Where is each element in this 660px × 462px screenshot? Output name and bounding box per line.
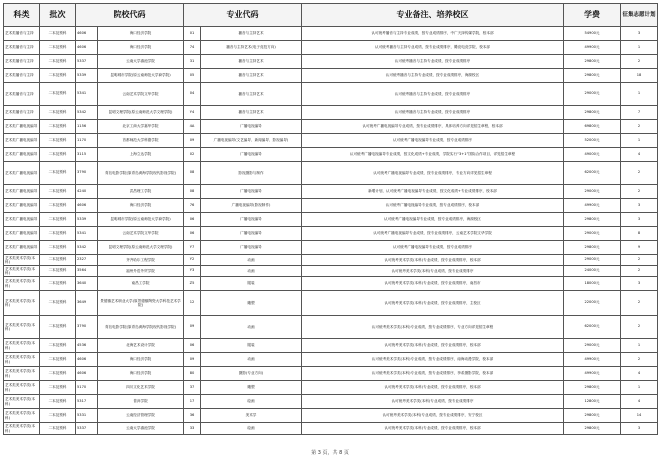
table-row [4,381,658,395]
table-row [4,41,658,55]
table-row [4,199,658,213]
school-code-cell: 4606 [76,27,98,41]
plan-count-cell: 8 [621,227,658,241]
major-name-cell: 播音与主持艺术 [201,106,302,120]
major-code-cell: Y4 [184,106,201,120]
major-name-cell: 影视摄影与制作 [201,162,302,185]
category-cell: 艺术类美术学类(本科) [4,339,40,353]
tuition-cell: 49900元 [564,367,621,381]
category-cell: 艺术类美术学类(本科) [4,316,40,339]
major-name-cell: 播音与主持艺术 [201,55,302,69]
major-name-cell: 动画 [201,266,302,277]
school-name-cell: 云南艺术学院文华学院 [98,227,184,241]
major-code-cell: Y7 [184,241,201,255]
school-code-cell: 4606 [76,41,98,55]
school-code-cell: 4606 [76,367,98,381]
tuition-cell: 29800元 [564,106,621,120]
plan-count-cell: 14 [621,409,658,423]
plan-count-cell: 2 [621,316,658,339]
major-notes-cell: 认可统考播音与主持专业成绩，按专业成绩排序，中广天择传媒学院，校本部 [302,27,564,41]
major-notes-cell: 认可统考美术学类(本科)专业成绩，按专业成绩排序，校本部 [302,381,564,395]
school-name-cell: 云南经济管理学院 [98,409,184,423]
school-name-cell: 海口经济学院 [98,199,184,213]
batch-cell: 二本及预科 [40,227,76,241]
plan-count-cell: 7 [621,106,658,120]
table-row [4,423,658,435]
school-name-cell: 福州外语外贸学院 [98,266,184,277]
tuition-cell: 62000元 [564,162,621,185]
batch-cell: 二本及预科 [40,381,76,395]
school-name-cell: 青岛电影学院(原青岛黄海学院现代影视学院) [98,162,184,185]
school-code-cell: 3649 [76,291,98,316]
batch-cell: 二本及预科 [40,41,76,55]
major-notes-cell: 认可统考广播电视编导专业成绩，按文化成绩+专业成绩，学院实行“3+1”国际合作项目，详见招生章程 [302,148,564,162]
tuition-cell: 29800元 [564,55,621,69]
school-code-cell: 5341 [76,227,98,241]
major-notes-cell: 认可统考美术学类(本科)专业成绩，按专业成绩排序 [302,266,564,277]
tuition-cell: 29000元 [564,339,621,353]
table-row [4,409,658,423]
batch-cell: 二本及预科 [40,134,76,148]
school-name-cell: 云南大学滇池学院 [98,55,184,69]
plan-count-cell: 2 [621,55,658,69]
major-code-cell: 06 [184,227,201,241]
major-name-cell: 美术学 [201,409,302,423]
major-code-cell: 05 [184,69,201,83]
table-row [4,83,658,106]
major-notes-cell: 认可统考广播电视编导专业成绩，按专业成绩排序，海源校区 [302,213,564,227]
school-code-cell: 3115 [76,148,98,162]
tuition-cell: 22000元 [564,291,621,316]
school-code-cell: 4240 [76,185,98,199]
category-cell: 艺术类播音与主持 [4,55,40,69]
category-cell: 艺术类播音与主持 [4,69,40,83]
header-major-notes: 专业备注、培养校区 [302,4,564,27]
plan-count-cell: 2 [621,291,658,316]
table-row [4,106,658,120]
table-row [4,277,658,291]
school-name-cell: 北京工商大学嘉华学院 [98,120,184,134]
school-code-cell: 5331 [76,409,98,423]
tuition-cell: 18000元 [564,277,621,291]
school-code-cell: 5337 [76,55,98,69]
category-cell: 艺术类广播电视编导 [4,148,40,162]
major-code-cell: 12 [184,291,201,316]
major-notes-cell: 认可统考播音与主持专业成绩，按专业成绩排序，海源校区 [302,69,564,83]
major-code-cell: 80 [184,367,201,381]
school-name-cell: 北海艺术设计学院 [98,339,184,353]
major-notes-cell: 认可统考广播电视编导专业成绩，按专业成绩排序，专业方向详见招生章程 [302,162,564,185]
category-cell: 艺术类美术学类(本科) [4,409,40,423]
major-notes-cell: 认可统考广播电视编导专业成绩，按专业成绩排序，校本部 [302,199,564,213]
major-name-cell: 广播电视编导 [201,213,302,227]
school-name-cell: 昆明文理学院(原云南师范大学文理学院) [98,241,184,255]
school-name-cell: 四川文化艺术学院 [98,381,184,395]
batch-cell: 二本及预科 [40,27,76,41]
school-name-cell: 海口经济学院 [98,27,184,41]
major-notes-cell: 认可统考美术学类(本科)专业成绩，按专业成绩排序，校本部 [302,423,564,435]
school-name-cell: 海口经济学院 [98,367,184,381]
tuition-cell: 29800元 [564,381,621,395]
category-cell: 艺术类广播电视编导 [4,227,40,241]
major-code-cell: Y3 [184,266,201,277]
major-notes-cell: 认可统考广播电视编导专业成绩，按专业成绩排序 [302,241,564,255]
tuition-cell: 29000元 [564,83,621,106]
major-notes-cell: 认可统考美术学类(本科)专业成绩，按专业成绩排序，主校区 [302,291,564,316]
table-row [4,162,658,185]
batch-cell: 二本及预科 [40,367,76,381]
major-name-cell: 动画 [201,353,302,367]
category-cell: 艺术类美术学类(本科) [4,381,40,395]
category-cell: 艺术类广播电视编导 [4,134,40,148]
table-row [4,213,658,227]
major-name-cell: 雕塑 [201,291,302,316]
major-name-cell: 广播电视编导 [201,227,302,241]
table-row [4,27,658,41]
batch-cell: 二本及预科 [40,339,76,353]
major-name-cell: 播音与主持艺术 [201,27,302,41]
school-code-cell: 4536 [76,339,98,353]
batch-cell: 二本及预科 [40,423,76,435]
plan-count-cell: 18 [621,69,658,83]
table-row [4,316,658,339]
plan-count-cell: 1 [621,83,658,106]
major-name-cell: 广播电视编导 [201,120,302,134]
category-cell: 艺术类广播电视编导 [4,120,40,134]
major-code-cell: 09 [184,134,201,148]
category-cell: 艺术类美术学类(本科) [4,423,40,435]
plan-count-cell: 9 [621,241,658,255]
table-row [4,353,658,367]
major-name-cell: 绘画 [201,395,302,409]
table-row [4,395,658,409]
tuition-cell: 29800元 [564,213,621,227]
batch-cell: 二本及预科 [40,162,76,185]
school-code-cell: 5337 [76,423,98,435]
school-name-cell: 昆明城市学院(原云南师范大学商学院) [98,213,184,227]
table-row [4,185,658,199]
category-cell: 艺术类广播电视编导 [4,241,40,255]
school-name-cell: 首都师范大学科德学院 [98,134,184,148]
batch-cell: 二本及预科 [40,277,76,291]
school-code-cell: 3790 [76,162,98,185]
tuition-cell: 49900元 [564,41,621,55]
batch-cell: 二本及预科 [40,83,76,106]
plan-count-cell: 3 [621,277,658,291]
tuition-cell: 29000元 [564,185,621,199]
category-cell: 艺术类广播电视编导 [4,185,40,199]
major-name-cell: 广播电视编导 [201,241,302,255]
school-code-cell: 3790 [76,316,98,339]
major-notes-cell: 认可统考播音与主持专业成绩，按专业成绩排序 [302,83,564,106]
batch-cell: 二本及预科 [40,120,76,134]
school-name-cell: 普洱学院 [98,395,184,409]
batch-cell: 二本及预科 [40,148,76,162]
major-notes-cell: 认可统考广播电视编导专业成绩，按专业成绩排序，云南艺术学院文华学院 [302,227,564,241]
major-notes-cell: 认可统考美术学类(本科)专业成绩，按专业成绩排序，南昌市 [302,277,564,291]
school-name-cell: 云南大学滇池学院 [98,423,184,435]
major-notes-cell: 认可统考播音与主持专业成绩，按专业成绩排序 [302,106,564,120]
major-notes-cell: 认可统考播音与主持专业成绩，按专业成绩排序 [302,55,564,69]
major-name-cell: 广播电视编导 [201,148,302,162]
school-name-cell: 昆明城市学院(原云南师范大学商学院) [98,69,184,83]
major-notes-cell: 认可统考美术学类(本科)专业成绩，按专业成绩排序，校本部 [302,339,564,353]
table-row [4,134,658,148]
major-code-cell: 17 [184,395,201,409]
header-tuition: 学费 [564,4,621,27]
table-row [4,227,658,241]
school-code-cell: 3640 [76,277,98,291]
category-cell: 艺术类美术学类(本科) [4,395,40,409]
school-name-cell: 景德镇艺术职业大学(原景德镇陶瓷大学科技艺术学院) [98,291,184,316]
major-code-cell: 08 [184,162,201,185]
major-code-cell: 31 [184,55,201,69]
page-footer: 第 3 页，共 8 页 [311,450,349,456]
batch-cell: 二本及预科 [40,291,76,316]
school-name-cell: 青岛电影学院(原青岛黄海学院现代影视学院) [98,316,184,339]
plan-count-cell: 2 [621,185,658,199]
plan-count-cell: 1 [621,339,658,353]
school-code-cell: 5339 [76,69,98,83]
major-notes-cell: 认可统考美术学类(本科)专业成绩，按专业成绩排序，专业方向详见招生章程 [302,316,564,339]
tuition-cell: 29800元 [564,423,621,435]
school-code-cell: 1156 [76,120,98,134]
major-name-cell: 播音与主持艺术 [201,83,302,106]
major-name-cell: 雕塑 [201,381,302,395]
school-code-cell: 5317 [76,395,98,409]
plan-count-cell: 1 [621,381,658,395]
category-cell: 艺术类播音与主持 [4,106,40,120]
major-code-cell: 09 [184,316,201,339]
plan-count-cell: 1 [621,134,658,148]
school-code-cell: 5170 [76,381,98,395]
category-cell: 艺术类美术学类(本科) [4,367,40,381]
tuition-cell: 29000元 [564,255,621,266]
major-code-cell: 01 [184,27,201,41]
batch-cell: 二本及预科 [40,353,76,367]
school-name-cell: 南昌工学院 [98,277,184,291]
header-category: 科类 [4,4,40,27]
school-name-cell: 昆明文理学院(原云南师范大学文理学院) [98,106,184,120]
major-name-cell: 绘画 [201,423,302,435]
category-cell: 艺术类美术学类(本科) [4,291,40,316]
batch-cell: 二本及预科 [40,185,76,199]
major-name-cell: 摄影(专业方向) [201,367,302,381]
major-name-cell: 播音与主持艺术(电子竞技方向) [201,41,302,55]
major-notes-cell: 认可统考美术学类(本科)专业成绩，按专业成绩排序，校本部 [302,255,564,266]
tuition-cell: 54900元 [564,27,621,41]
batch-cell: 二本及预科 [40,69,76,83]
category-cell: 艺术类美术学类(本科) [4,277,40,291]
tuition-cell: 49900元 [564,353,621,367]
major-name-cell: 服装 [201,339,302,353]
tuition-cell: 12800元 [564,395,621,409]
table-row [4,69,658,83]
tuition-cell: 49900元 [564,199,621,213]
school-code-cell: 1170 [76,134,98,148]
school-name-cell: 云南艺术学院文华学院 [98,83,184,106]
major-code-cell: 4A [184,120,201,134]
major-notes-cell: 认可统考美术学类(本科)专业成绩，按专业成绩排序，李希摄影学院，校本部 [302,367,564,381]
major-name-cell: 广播电视编导(文艺编导、新闻编导、影视编导) [201,134,302,148]
table-row [4,367,658,381]
major-code-cell: 33 [184,423,201,435]
major-code-cell: 08 [184,185,201,199]
major-code-cell: 36 [184,409,201,423]
plan-count-cell: 3 [621,423,658,435]
school-name-cell: 海口经济学院 [98,41,184,55]
plan-count-cell: 3 [621,27,658,41]
major-notes-cell: 认可统考美术学类(本科)专业成绩，按专业成绩排序，安宁校区 [302,409,564,423]
major-code-cell: 37 [184,381,201,395]
plan-count-cell: 4 [621,148,658,162]
plan-count-cell: 2 [621,162,658,185]
batch-cell: 二本及预科 [40,213,76,227]
batch-cell: 二本及预科 [40,266,76,277]
school-name-cell: 海口经济学院 [98,353,184,367]
category-cell: 艺术类美术学类(本科) [4,266,40,277]
batch-cell: 二本及预科 [40,255,76,266]
school-code-cell: 5342 [76,241,98,255]
batch-cell: 二本及预科 [40,316,76,339]
batch-cell: 二本及预科 [40,241,76,255]
plan-count-cell: 2 [621,120,658,134]
tuition-cell: 29800元 [564,69,621,83]
tuition-cell: 52000元 [564,134,621,148]
category-cell: 艺术类广播电视编导 [4,162,40,185]
plan-count-cell: 2 [621,255,658,266]
major-code-cell: 06 [184,339,201,353]
header-major-code: 专业代码 [184,4,302,27]
major-code-cell: 06 [184,213,201,227]
category-cell: 艺术类播音与主持 [4,27,40,41]
plan-count-cell: 4 [621,367,658,381]
school-code-cell: 5339 [76,213,98,227]
major-notes-cell: 认可统考播音与主持专业成绩，按专业成绩排序，腾竞电竞学院，校本部 [302,41,564,55]
tuition-cell: 29800元 [564,409,621,423]
major-name-cell: 播音与主持艺术 [201,69,302,83]
category-cell: 艺术类广播电视编导 [4,213,40,227]
batch-cell: 二本及预科 [40,55,76,69]
major-notes-cell: 认可统考美术学类(本科)专业成绩，按专业成绩排序 [302,395,564,409]
major-name-cell: 服装 [201,277,302,291]
tuition-cell: 69800元 [564,120,621,134]
batch-cell: 二本及预科 [40,199,76,213]
header-plan: 征集志愿计划 [621,4,658,27]
plan-count-cell: 3 [621,213,658,227]
table-row [4,55,658,69]
tuition-cell: 49000元 [564,148,621,162]
category-cell: 艺术类美术学类(本科) [4,353,40,367]
plan-count-cell: 3 [621,199,658,213]
table-row [4,241,658,255]
table-row [4,266,658,277]
major-name-cell: 广播电视编导 [201,185,302,199]
batch-cell: 二本及预科 [40,106,76,120]
plan-count-cell: 2 [621,266,658,277]
school-code-cell: 5342 [76,106,98,120]
category-cell: 艺术类广播电视编导 [4,199,40,213]
major-notes-cell: 认可统考广播电视编导专业成绩，按专业成绩排序 [302,134,564,148]
major-code-cell: 76 [184,199,201,213]
plan-count-cell: 1 [621,41,658,55]
table-header-row [4,4,658,27]
school-code-cell: 5341 [76,83,98,106]
school-code-cell: 3564 [76,266,98,277]
plan-table [3,3,658,435]
school-code-cell: 2327 [76,255,98,266]
table-body [4,27,658,435]
major-notes-cell: 新增计划，认可统考广播电视编导专业成绩，按文化成绩+专业成绩排序，校本部 [302,185,564,199]
major-name-cell: 动画 [201,316,302,339]
major-code-cell: 09 [184,353,201,367]
category-cell: 艺术类播音与主持 [4,83,40,106]
major-code-cell: 02 [184,148,201,162]
table-row [4,255,658,266]
major-code-cell: 74 [184,41,201,55]
header-school-code: 院校代码 [76,4,184,27]
batch-cell: 二本及预科 [40,409,76,423]
plan-count-cell: 4 [621,395,658,409]
tuition-cell: 62000元 [564,316,621,339]
school-name-cell: 齐齐哈尔工程学院 [98,255,184,266]
major-notes-cell: 认可统考广播电视编导专业成绩，按专业成绩排序，具体培养方向详见招生章程，校本部 [302,120,564,134]
table-row [4,339,658,353]
major-name-cell: 广播电视编导(影视制作) [201,199,302,213]
school-name-cell: 武昌理工学院 [98,185,184,199]
header-batch: 批次 [40,4,76,27]
table-row [4,120,658,134]
school-code-cell: 4606 [76,199,98,213]
major-notes-cell: 认可统考美术学类(本科)专业成绩，按专业成绩排序，南海动漫学院，校本部 [302,353,564,367]
table-row [4,148,658,162]
batch-cell: 二本及预科 [40,395,76,409]
major-name-cell: 动画 [201,255,302,266]
major-code-cell: Z5 [184,277,201,291]
tuition-cell: 24000元 [564,266,621,277]
school-code-cell: 4606 [76,353,98,367]
tuition-cell: 29800元 [564,241,621,255]
major-code-cell: Y2 [184,255,201,266]
category-cell: 艺术类播音与主持 [4,41,40,55]
table-row [4,291,658,316]
major-code-cell: 04 [184,83,201,106]
school-name-cell: 上海立达学院 [98,148,184,162]
tuition-cell: 29000元 [564,227,621,241]
category-cell: 艺术类美术学类(本科) [4,255,40,266]
plan-count-cell: 2 [621,353,658,367]
